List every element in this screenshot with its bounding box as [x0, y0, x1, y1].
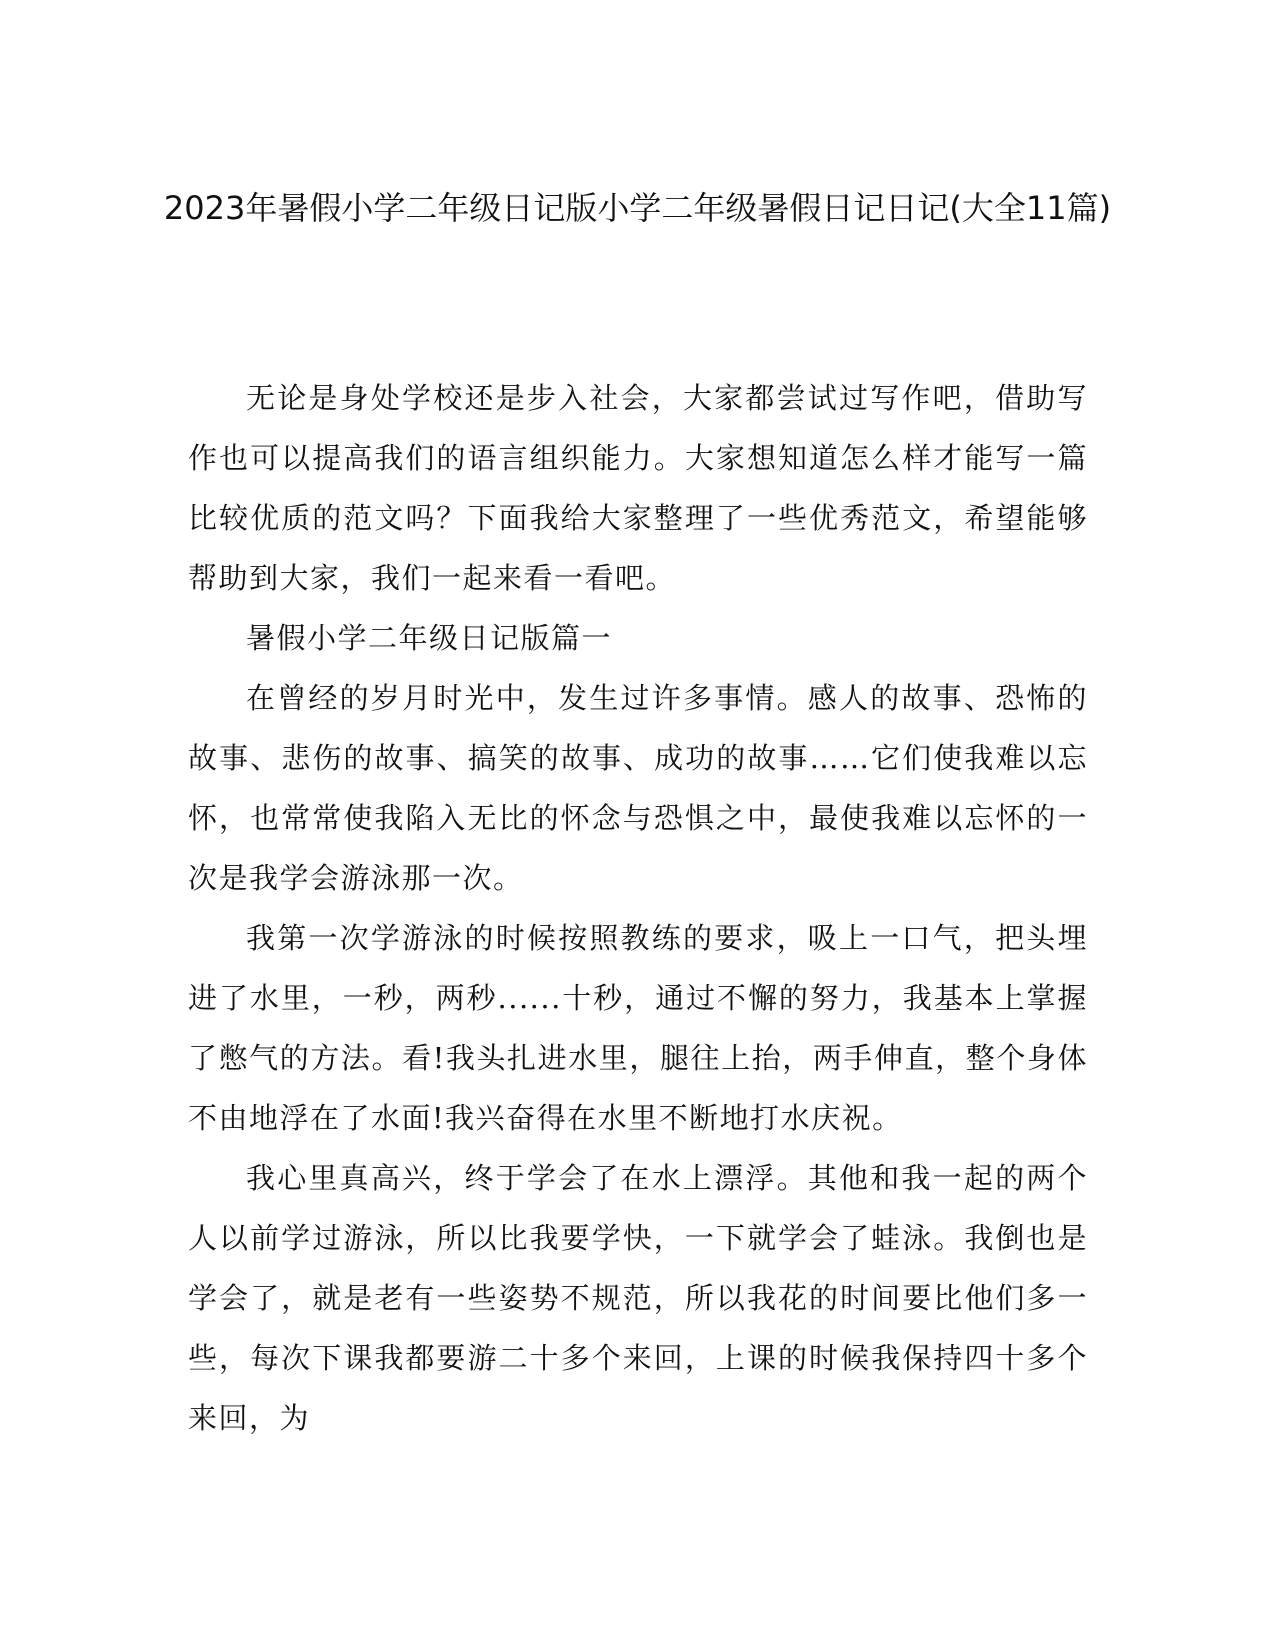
- document-body: [188, 368, 1088, 1448]
- section-heading: 暑假小学二年级日记版篇一: [246, 621, 613, 655]
- body-paragraph: 我第一次学游泳的时候按照教练的要求，吸上一口气，把头埋进了水里，一秒，两秒......十秒，通过不懈的努力，我基本上掌握了憋气的方法。看!我头扎进水里，腿往上抬，两手伸直，整个身体不由地浮在了水面!我兴奋得在水里不断地打水庆祝。: [188, 921, 1088, 1135]
- intro-paragraph: 无论是身处学校还是步入社会，大家都尝试过写作吧，借助写作也可以提高我们的语言组织能力。大家想知道怎么样才能写一篇比较优质的范文吗？下面我给大家整理了一些优秀范文，希望能够帮助到大家，我们一起来看一看吧。: [188, 381, 1088, 595]
- body-paragraph: 在曾经的岁月时光中，发生过许多事情。感人的故事、恐怖的故事、悲伤的故事、搞笑的故事、成功的故事……它们使我难以忘怀，也常常使我陷入无比的怀念与恐惧之中，最使我难以忘怀的一次是我学会游泳那一次。: [188, 681, 1088, 895]
- body-paragraph: 我心里真高兴，终于学会了在水上漂浮。其他和我一起的两个人以前学过游泳，所以比我要学快，一下就学会了蛙泳。我倒也是学会了，就是老有一些姿势不规范，所以我花的时间要比他们多一些，每次下课我都要游二十多个来回，上课的时候我保持四十多个来回，为: [188, 1161, 1088, 1435]
- document-title: 2023年暑假小学二年级日记版小学二年级暑假日记日记(大全11篇): [163, 189, 1112, 227]
